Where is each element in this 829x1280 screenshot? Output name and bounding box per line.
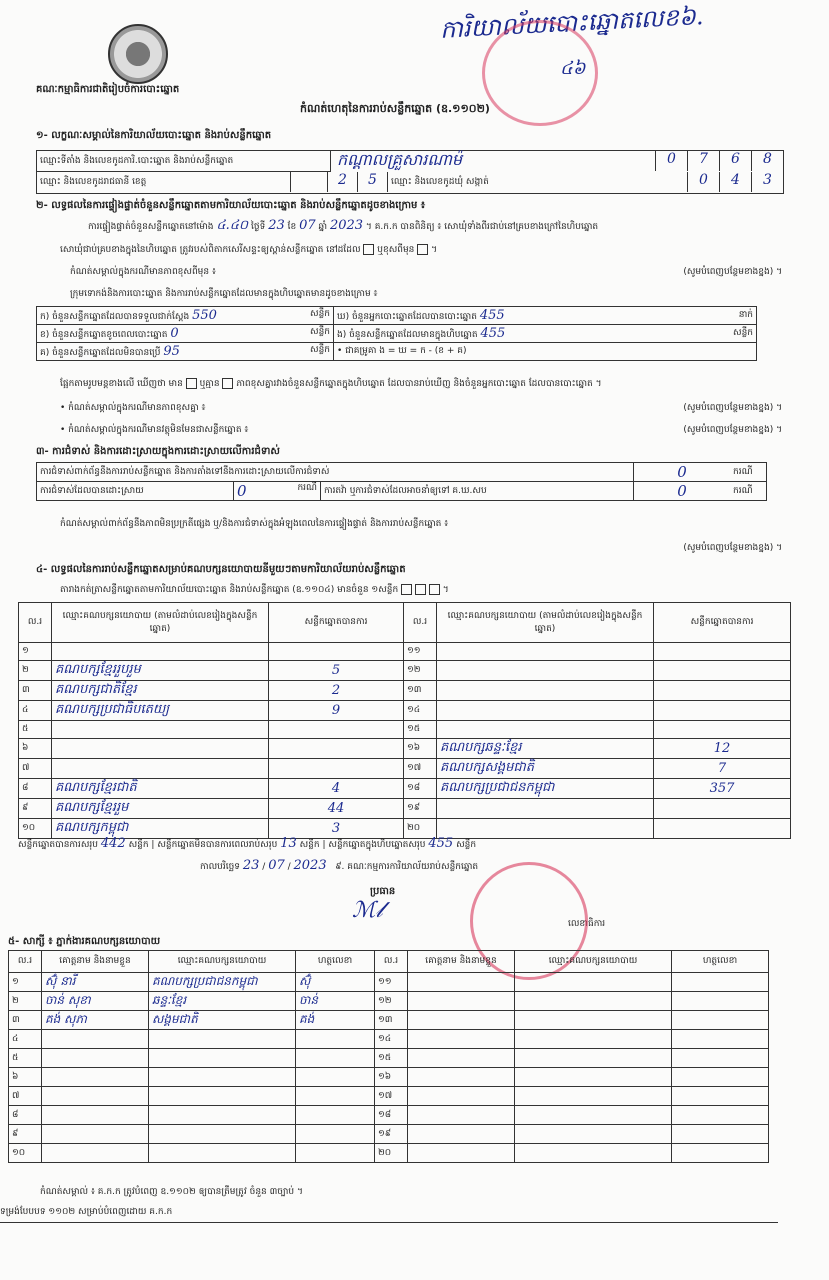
row-no: ១ [9,973,42,992]
in-box-label: ង) ចំនួនសន្លឹកឆ្នោតដែលមានក្នុងហិបឆ្នោត [337,329,478,340]
spoiled-value: 0 [170,325,179,341]
col-votes: សន្លឹកឆ្នោតបានការ [654,603,791,643]
witness-party [149,1030,296,1049]
col-party: ឈ្មោះគណបក្សនយោបាយ [149,951,296,973]
party-votes: 44 [269,799,404,819]
bullet-diff [60,402,782,415]
seal-text: សោឃុំជាប់គ្របខាងក្នុងនៃហិបឆ្នោត ត្រូវរបស់ពិតាកសេរីសន្ទះឲ្យស្ពាន់សន្លឹកឆ្នោត នៅដដែល [60,245,361,255]
org-name: គណៈកម្មាធិការជាតិរៀបចំការបោះឆ្នោត [36,84,180,95]
table-row [9,1144,769,1163]
bullet-object-label: • កំណត់សម្គាល់ក្នុងករណីមានវត្ថុមិនមែនជាសន្លឹកឆ្នោត ៖ [60,425,249,435]
party-votes: 9 [269,701,404,721]
col-votes: សន្លឹកឆ្នោតបានការ [269,603,404,643]
row-no: ១១ [404,643,437,661]
witness-party [515,1125,672,1144]
party-votes [654,799,791,819]
voters-value: 455 [479,307,505,323]
unused-value: 95 [163,343,180,359]
location-label: ឈ្មោះទីតាំង និងលេខកូដការិ.បោះឆ្នោត និងរាប់សន្លឹកឆ្នោត [37,151,331,172]
case-label: ករណី [730,463,767,482]
witness-party [149,1125,296,1144]
code-digit: 6 [719,151,751,171]
witness-name: ចាន់ សុខា [42,992,149,1011]
table-row [9,992,769,1011]
witness-signature [672,1068,769,1087]
party-name: គណបក្សខ្មែររួបរួម [52,661,269,681]
col-name: គោត្តនាម និងនាមខ្លួន [42,951,149,973]
box-total: 455 [428,836,454,851]
row-no: ១២ [404,661,437,681]
section5-title: ៥- សាក្សី ៖ ភ្នាក់ងារគណបក្សនយោបាយ [8,936,161,947]
section1-title: ១- លក្ខណៈសម្គាល់នៃការិយាល័យបោះឆ្នោត និងរាប់សន្លឹកឆ្នោត [36,130,272,141]
witness-party [149,1087,296,1106]
voters-unit: នាក់ [670,307,757,325]
objection-note-hint: (សូមបំពេញបន្ថែមខាងខ្នង) ។ [683,543,782,553]
in-box-value: 455 [480,325,506,341]
unit-label: សន្លឹក [310,326,330,337]
verify-month-label: ខែ [287,222,297,232]
witness-name [408,1049,515,1068]
witness-signature [672,973,769,992]
witness-signature [672,1011,769,1030]
row-no: ១០ [9,1144,42,1163]
compare-text: ភាពខុសគ្នារវាងចំនួនសន្លឹកឆ្នោតក្នុងហិបឆ្នោត ដែលបានរាប់ឃើញ និងចំនួនអ្នកបោះឆ្នោត ដែលបានបោះឆ្នោត ។ [236,379,602,389]
party-name [437,701,654,721]
ballot-count-table [36,306,757,361]
party-name [52,739,269,759]
witness-signature [672,1087,769,1106]
row-no: ៦ [19,739,52,759]
witness-name [42,1068,149,1087]
two-sheet-checkbox[interactable] [415,584,426,595]
party-votes: 357 [654,779,791,799]
case-label: ករណី [730,482,767,501]
party-votes [269,739,404,759]
col-sign: ហត្ថលេខា [672,951,769,973]
party-votes [654,819,791,839]
row-no: ១៤ [375,1030,408,1049]
date-month: 07 [268,858,285,873]
row-no: ៩ [19,799,52,819]
handwritten-note-under: ៤៦ [560,58,586,79]
row-no: ៧ [9,1087,42,1106]
no-diff-checkbox[interactable] [222,378,233,389]
bullet-diff-label: • កំណត់សម្គាល់ក្នុងករណីមានភាពខុសគ្នា ៖ [60,403,206,413]
received-label: ក) ចំនួនសន្លឹកឆ្នោតដែលបានទទួលជាក់ស្តែង [40,311,190,322]
witness-signature [296,1030,375,1049]
witness-signature [296,1087,375,1106]
row-no: ១៩ [404,799,437,819]
objection-note: កំណត់សម្គាល់ពាក់ព័ន្ធនឹងភាពមិនប្រក្រតីផ្សេង ឬ/និងការជំទាស់ក្នុងអំឡុងពេលនៃការផ្ទៀងផ្ទាត់ និងការរាប់សន្លឹកឆ្នោត ៖ [60,519,449,529]
witness-party [515,1049,672,1068]
row-no: ១៣ [375,1011,408,1030]
witness-name [408,1106,515,1125]
witness-signature: ចាន់ [296,992,375,1011]
witness-party [515,1068,672,1087]
col-party: ឈ្មោះគណបក្សនយោបាយ (តាមលំដាប់លេខរៀងក្នុងសន្លឹកឆ្នោត) [52,603,269,643]
chair-label: ប្រធាន [370,886,396,897]
verify-time-label: ការផ្ទៀងផ្ទាត់ចំនួនសន្លឹកឆ្នោតនៅម៉ោង [88,222,214,232]
witness-name [42,1125,149,1144]
totals-line: សន្លឹកឆ្នោតបានការសរុប 442 សន្លឹក | សន្លឹកឆ្នោតមិនបានការពេលរាប់សរុប 13 សន្លឹក | សន្លឹកឆ្នោតក្នុងហិបឆ្នោតសរុប 455 សន្លឹក [18,836,477,851]
witness-party [149,1068,296,1087]
witness-name [42,1144,149,1163]
table-row [9,1011,769,1030]
location-code [655,151,783,171]
no-diff-label: ឬគ្មាន [199,379,220,389]
form-footer: ទម្រង់បែបបទ ១១០២ សម្រាប់បំពេញដោយ គ.ក.ក [0,1207,173,1217]
table-row [19,799,791,819]
invalid-total-label: សន្លឹកឆ្នោតមិនបានការពេលរាប់សរុប [157,840,278,850]
case-label: ករណី [297,483,317,493]
row-no: ២ [9,992,42,1011]
row-no: ១០ [19,819,52,839]
row-no: ៤ [19,701,52,721]
valid-total: 442 [100,836,126,851]
unit-label: សន្លឹក [456,840,477,850]
row-no: ២០ [375,1144,408,1163]
witness-name [408,1125,515,1144]
witness-name [408,1144,515,1163]
in-box-unit: សន្លឹក [670,325,757,343]
has-diff-checkbox[interactable] [186,378,197,389]
row-no: ១ [19,643,52,661]
table-row [9,1030,769,1049]
party-votes [654,661,791,681]
code-digit: 2 [328,172,358,192]
compare-line [60,378,602,391]
resolved-value: 0 [237,482,247,500]
witness-signature [296,1144,375,1163]
party-name [52,759,269,779]
date-year: 2023 [293,858,327,873]
row-no: ៥ [19,721,52,739]
row-no: ១៤ [404,701,437,721]
col-party: ឈ្មោះគណបក្សនយោបាយ [515,951,672,973]
box-total-label: សន្លឹកឆ្នោតក្នុងហិបឆ្នោតសរុប [328,840,426,850]
witness-signature [296,1125,375,1144]
witness-party [515,1106,672,1125]
col-no: ល.រ [375,951,408,973]
ballot-intro: ក្រុមទោកង់និងការបោះឆ្នោត និងការរាប់សន្លឹកឆ្នោតដែលមានក្នុងហិបឆ្នោតមានដូចខាងក្រោម ៖ [70,289,378,299]
chair-signature: ℳ𝓁 [352,898,383,923]
final-note: កំណត់សម្គាល់ ៖ គ.ក.ក ត្រូវបំពេញ ឧ.១១០២ ឲ្យបានត្រឹមត្រូវ ចំនួន ៣ច្បាប់ ។ [40,1187,303,1197]
table-row [19,661,791,681]
witness-signature [296,1106,375,1125]
table-row [9,1049,769,1068]
identity-box [36,150,784,194]
witness-table [8,950,769,1163]
verify-line [88,217,598,236]
secretary-label: លេខាធិការ [568,919,606,929]
table-row [19,701,791,721]
footer-divider [0,1222,778,1223]
witness-signature [672,1144,769,1163]
unused-label: គ) ចំនួនសន្លឹកឆ្នោតដែលមិនបានប្រើ [40,347,161,358]
province-label: ឈ្មោះ និងលេខកូដរាជធានី ខេត្ត [37,172,291,192]
witness-name [408,973,515,992]
party-name [437,681,654,701]
party-votes: 4 [269,779,404,799]
table-row [19,721,791,739]
witness-signature: គង់ [296,1011,375,1030]
col-sign: ហត្ថលេខា [296,951,375,973]
witness-party [515,1144,672,1163]
witness-name [408,1068,515,1087]
resolved-label: ការជំទាស់ដែលបានដោះស្រាយ [37,482,234,501]
verify-month: 07 [299,218,316,233]
party-votes: 2 [269,681,404,701]
row-no: ៦ [9,1068,42,1087]
party-votes: 3 [269,819,404,839]
row-no: ១៥ [375,1049,408,1068]
three-sheet-checkbox[interactable] [429,584,440,595]
witness-name [408,1087,515,1106]
witness-signature [672,1106,769,1125]
witness-party [149,1144,296,1163]
row-no: ១៦ [404,739,437,759]
witness-name [408,992,515,1011]
unit-label: សន្លឹក [310,308,330,319]
tally-sub: តារាងកត់ត្រាសន្លឹកឆ្នោតតាមការិយាល័យបោះឆ្នោត និងរាប់សន្លឹកឆ្នោត (ឧ.១១០៤) មានចំនួន ១សន្លឹក ។ [60,585,449,595]
objection-label: ការជំទាស់ពាក់ព័ន្ធនឹងការរាប់សន្លឹកឆ្នោត និងការតាំងទៅនឹងការដោះស្រាយលើការជំទាស់ [37,463,634,482]
witness-name: គង់ សុភា [42,1011,149,1030]
verify-time: ៤.៤០ [216,218,249,233]
section4-title: ៤- លទ្ធផលនៃការរាប់សន្លឹកឆ្នោតសម្រាប់គណបក្សនយោបាយនីមួយៗតាមការិយាល័យរាប់សន្លឹកឆ្នោត [36,564,406,575]
row-no: ៤ [9,1030,42,1049]
col-name: គោត្តនាម និងនាមខ្លួន [408,951,515,973]
row-no: ១៨ [404,779,437,799]
party-name: គណបក្សជាតិខ្មែរ [52,681,269,701]
table-row [19,643,791,661]
row-no: ៧ [19,759,52,779]
witness-party: ឆន្ទៈខ្មែរ [149,992,296,1011]
party-name: គណបក្សសង្គមជាតិ [437,759,654,779]
party-name: គណបក្សប្រជាធិបតេយ្យ [52,701,269,721]
appeal-value: 0 [677,482,687,500]
diff-note-label: កំណត់សម្គាល់ក្នុងករណីមានភាពខុសពីមុន ៖ [70,267,216,277]
date-day: 23 [242,858,260,873]
witness-name: ស៊ុំ នារី [42,973,149,992]
row-no: ៥ [9,1049,42,1068]
witness-signature [672,992,769,1011]
tally-sub-label: តារាងកត់ត្រាសន្លឹកឆ្នោតតាមការិយាល័យបោះឆ្នោត និងរាប់សន្លឹកឆ្នោត (ឧ.១១០៤) មានចំនួន ១សន្លឹក [60,585,399,595]
witness-party [515,973,672,992]
witness-name [408,1011,515,1030]
form-title: កំណត់ហេតុនៃការរាប់សន្លឹកឆ្នោត (ឧ.១១០២) [300,102,490,115]
row-no: ៩ [9,1125,42,1144]
one-sheet-checkbox[interactable] [401,584,412,595]
party-votes [269,759,404,779]
party-name [437,643,654,661]
party-votes [654,681,791,701]
witness-party [515,992,672,1011]
witness-name [42,1087,149,1106]
witness-name [408,1030,515,1049]
witness-party [515,1087,672,1106]
verify-day-label: ថ្ងៃទី [251,222,266,232]
party-name [52,721,269,739]
objection-table [36,462,767,501]
row-no: ១៧ [404,759,437,779]
row-no: ១៥ [404,721,437,739]
row-no: ១៣ [404,681,437,701]
col-no: ល.រ [19,603,52,643]
code-digit: 7 [687,151,719,171]
party-votes [654,701,791,721]
unit-label: សន្លឹក [310,344,330,355]
witness-name [42,1049,149,1068]
table-row [19,779,791,799]
handwritten-note-top: ការិយាល័យបោះឆ្នោតលេខ៦. [439,2,705,44]
table-row [9,1087,769,1106]
party-votes: 7 [654,759,791,779]
official-stamp-top [482,20,598,126]
witness-signature [672,1125,769,1144]
unit-label: សន្លឹក [299,840,320,850]
date-line: កាលបរិច្ឆេទ 23 / 07 / 2023 ៩. គណៈកម្មការការិយាល័យរាប់សន្លឹកឆ្នោត [200,858,479,873]
row-no: ៣ [9,1011,42,1030]
party-name [437,661,654,681]
verify-text: ។ គ.ក.ក បានពិនិត្យ ៖ សោឃុំទាំងពីរជាប់នៅគ្របខាងក្រៅនៃហិបឆ្នោត [365,222,599,232]
date-label: កាលបរិច្ឆេទ [200,862,240,872]
row-no: ១៨ [375,1106,408,1125]
witness-party [149,1106,296,1125]
note-hint: (សូមបំពេញបន្ថែមខាងខ្នង) ។ [683,425,782,435]
seal-line: សោឃុំជាប់គ្របខាងក្នុងនៃហិបឆ្នោត ត្រូវរបស់ពិតាកសេរីសន្ទះឲ្យស្ពាន់សន្លឹកឆ្នោត នៅដដែល ឬខុសពីមុន ។ [60,245,438,255]
party-votes: 12 [654,739,791,759]
witness-name [42,1030,149,1049]
col-no: ល.រ [9,951,42,973]
table-row [19,739,791,759]
col-party: ឈ្មោះគណបក្សនយោបាយ (តាមលំដាប់លេខរៀងក្នុងសន្លឹកឆ្នោត) [437,603,654,643]
witness-signature: ស៊ុំ [296,973,375,992]
party-results-table [18,602,791,839]
different-label: ឬខុសពីមុន [377,245,415,255]
note-hint: (សូមបំពេញបន្ថែមខាងខ្នង) ។ [683,267,782,277]
verify-year-label: ឆ្នាំ [318,222,328,232]
table-row [19,681,791,701]
party-name: គណបក្សខ្មែរជាតិ [52,779,269,799]
row-no: ២ [19,661,52,681]
code-digit: 0 [655,151,687,171]
section3-title: ៣- ការជំទាស់ និងការដោះស្រាយក្នុងការដោះស្រាយលើការជំទាស់ [36,446,280,457]
witness-party [149,1049,296,1068]
col-no: ល.រ [404,603,437,643]
party-votes: 5 [269,661,404,681]
party-votes [654,643,791,661]
unit-label: សន្លឹក [128,840,149,850]
row-no: ១៦ [375,1068,408,1087]
table-row [19,759,791,779]
received-value: 550 [192,307,217,323]
commune-label: ឈ្មោះ និងលេខកូដឃុំ សង្កាត់ [391,177,489,187]
party-name: គណបក្សប្រជាជនកម្ពុជា [437,779,654,799]
witness-party: សង្គមជាតិ [149,1011,296,1030]
row-no: ៨ [19,779,52,799]
witness-signature [672,1030,769,1049]
table-row [9,1125,769,1144]
code-digit: 3 [751,172,783,192]
same-checkbox[interactable] [363,244,374,255]
table-row [9,1068,769,1087]
row-no: ១២ [375,992,408,1011]
party-name: គណបក្សខ្មែររួម [52,799,269,819]
province-code [327,172,388,192]
note-hint: (សូមបំពេញបន្ថែមខាងខ្នង) ។ [683,403,782,413]
verify-day: 23 [268,218,285,233]
bullet-object [60,424,782,437]
spoiled-label: ខ) ចំនួនសន្លឹកឆ្នោតខូចពេលបោះឆ្នោត [40,329,168,340]
party-name [437,721,654,739]
party-votes [654,721,791,739]
witness-signature [672,1049,769,1068]
party-name: គណបក្សឆន្ទៈខ្មែរ [437,739,654,759]
location-value: កណ្តាលគ្រួសារណាម៉ [337,150,463,169]
code-digit: 5 [358,172,388,192]
section2-title: ២- លទ្ធផលនៃការផ្ទៀងផ្ទាត់ចំនួនសន្លឹកឆ្នោតតាមការិយាល័យបោះឆ្នោត និងរាប់សន្លឹកឆ្នោតដូចខាងក្រោម ៖ [36,200,426,211]
verify-year: 2023 [329,218,364,233]
code-digit: 8 [751,151,783,171]
compare-label: ផ្អែកតាមរូបមន្តខាងលើ ឃើញថា មាន [60,379,183,389]
voters-label: ឃ) ចំនួនអ្នកបោះឆ្នោតដែលបានបោះឆ្នោត [337,311,477,322]
party-votes [269,721,404,739]
row-no: ១៧ [375,1087,408,1106]
committee-label: ៩. គណៈកម្មការការិយាល័យរាប់សន្លឹកឆ្នោត [335,862,479,872]
different-checkbox[interactable] [417,244,428,255]
witness-party [515,1030,672,1049]
appeal-label: ការតវ៉ា ឬការជំទាស់ដែលអាចនាំឲ្យទៅ គ.ឃ.សប [321,482,634,501]
row-no: ២០ [404,819,437,839]
witness-party: គណបក្សប្រជាជនកម្ពុជា [149,973,296,992]
party-name [52,643,269,661]
witness-signature [296,1068,375,1087]
valid-total-label: សន្លឹកឆ្នោតបានការសរុប [18,840,98,850]
party-votes [269,643,404,661]
witness-name [42,1106,149,1125]
party-name: គណបក្សកម្ពុជា [52,819,269,839]
row-no: ៨ [9,1106,42,1125]
row-no: ១៩ [375,1125,408,1144]
invalid-total: 13 [280,836,297,851]
row-no: ៣ [19,681,52,701]
code-digit: 4 [719,172,751,192]
formula-text: • ជាគម្រូគា ង = ឃ = ក - (ខ + គ) [334,343,757,361]
witness-signature [296,1049,375,1068]
row-no: ១១ [375,973,408,992]
table-row [9,973,769,992]
witness-party [515,1011,672,1030]
commune-code [687,172,783,192]
table-row [9,1106,769,1125]
emblem-logo [108,24,168,84]
diff-note-line [70,266,782,279]
party-name [437,799,654,819]
code-digit: 0 [687,172,719,192]
objection-value: 0 [677,463,687,481]
